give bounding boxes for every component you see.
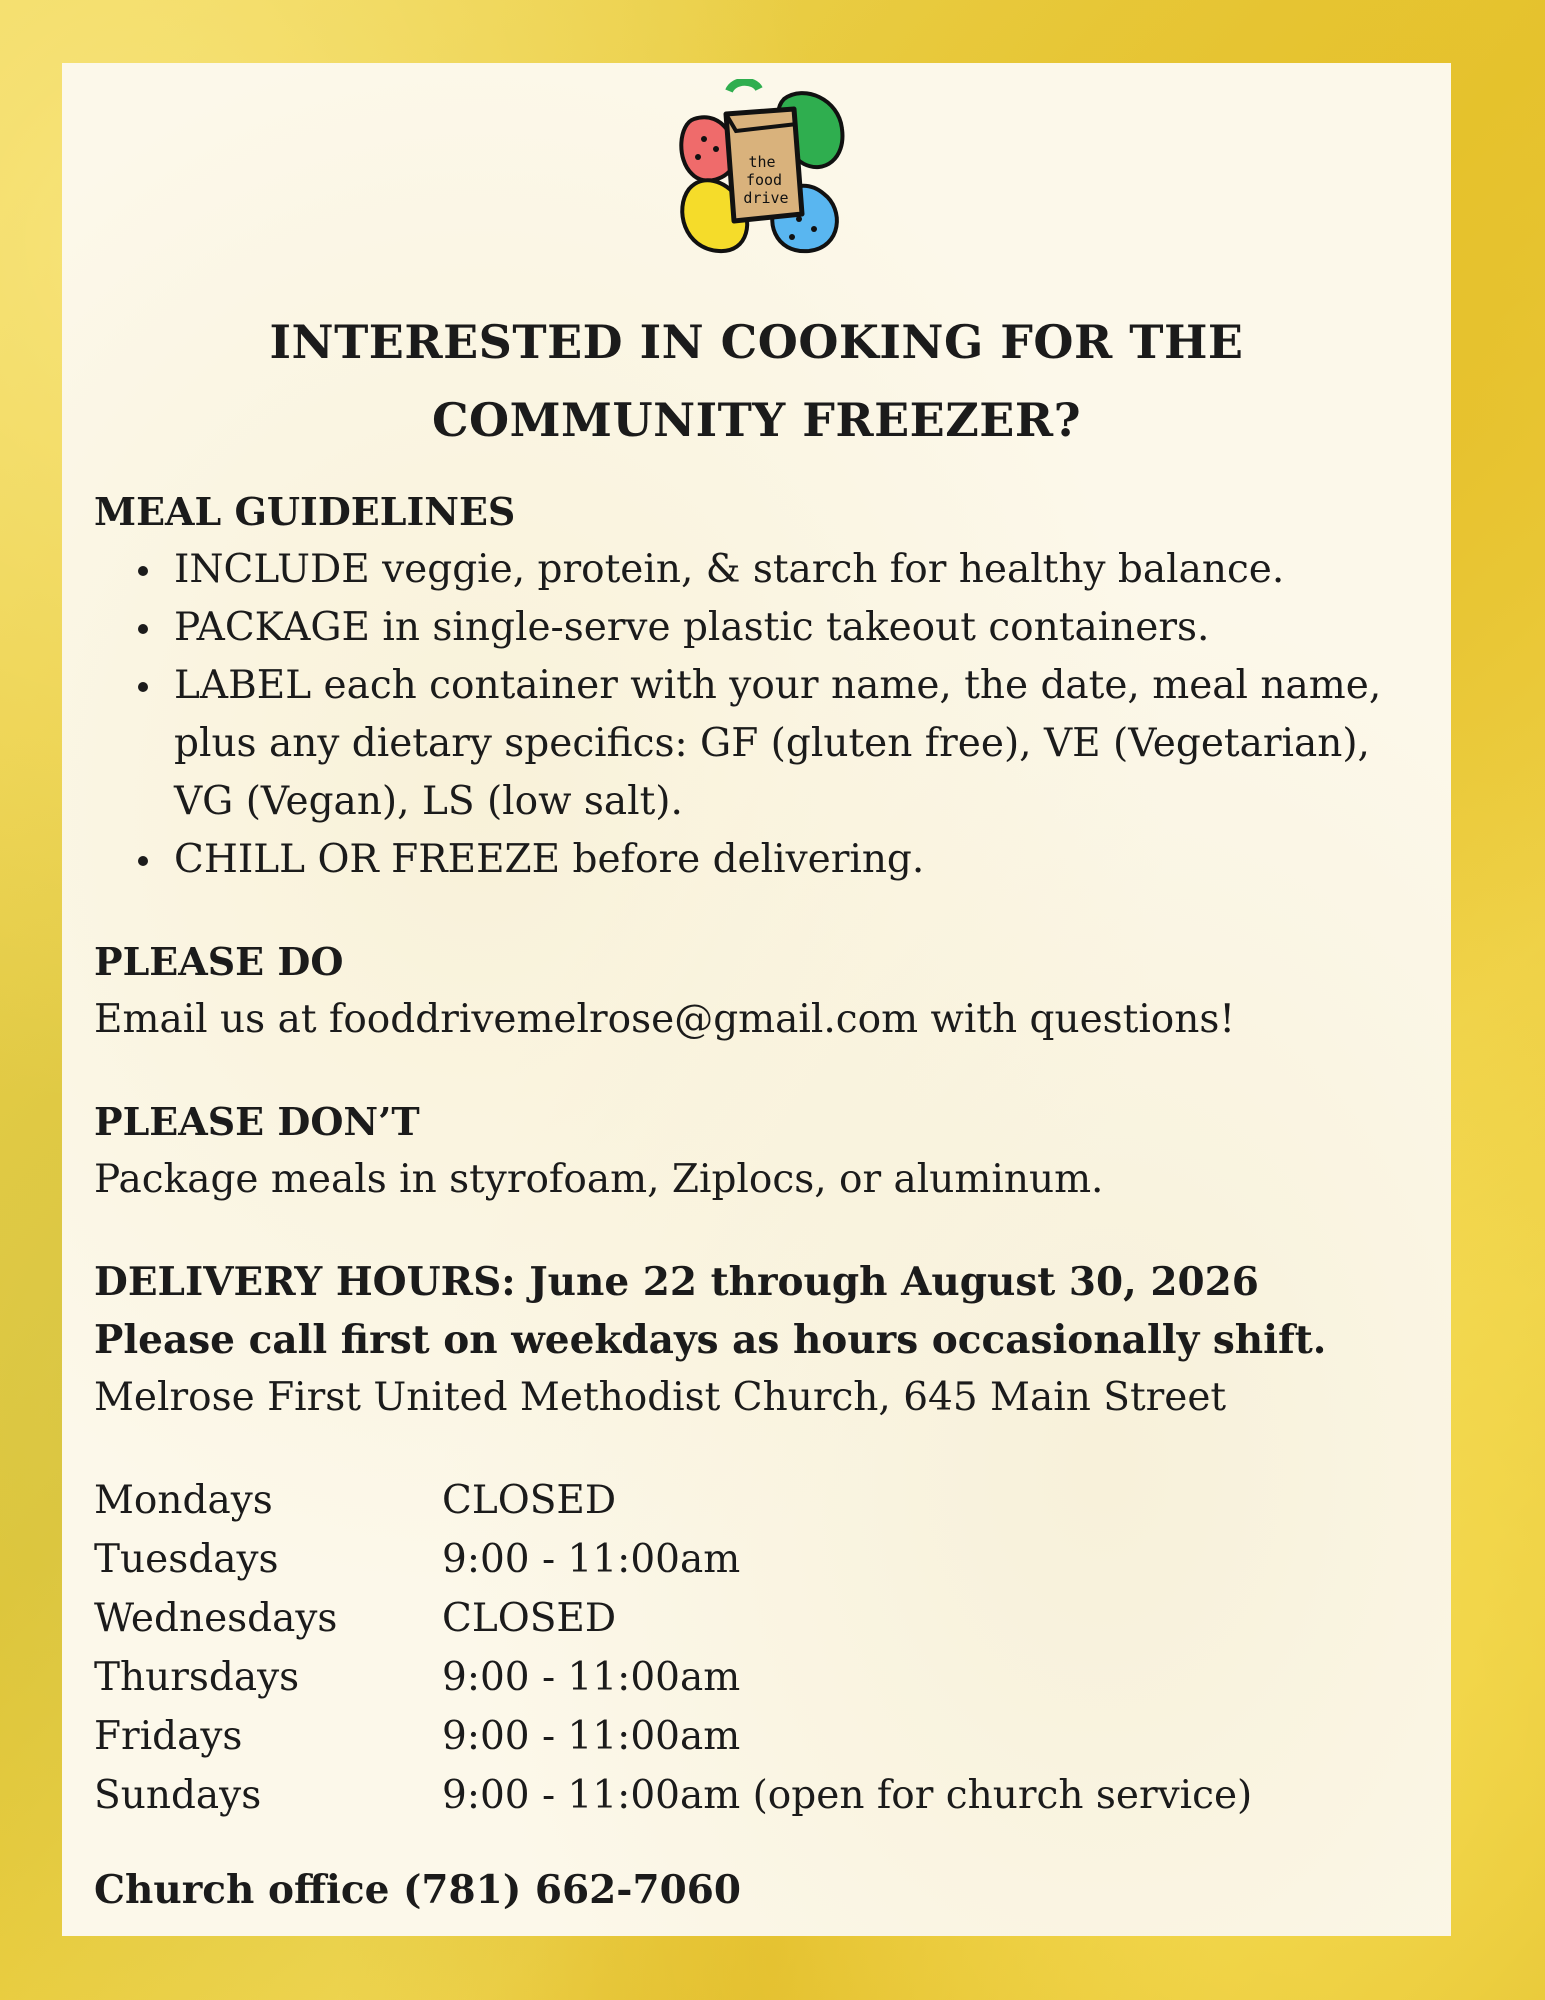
guideline-item: CHILL OR FREEZE before delivering. xyxy=(174,831,1424,889)
hours-day: Wednesdays xyxy=(94,1595,338,1641)
hours-day: Sundays xyxy=(94,1772,262,1818)
meal-guidelines-list xyxy=(94,541,1424,889)
please-do-text: Email us at fooddrivemelrose@gmail.com with questions! xyxy=(94,997,1236,1042)
delivery-note: Please call first on weekdays as hours occasionally shift. xyxy=(94,1317,1327,1363)
guideline-item: INCLUDE veggie, protein, & starch for healthy balance. xyxy=(174,541,1424,599)
hours-row xyxy=(94,1648,1424,1707)
please-do-section xyxy=(94,933,1424,1049)
food-drive-logo xyxy=(674,79,846,257)
logo-text-drive: drive xyxy=(743,189,789,207)
hours-day: Tuesdays xyxy=(94,1536,279,1582)
please-do-heading: PLEASE DO xyxy=(94,939,344,984)
please-dont-heading: PLEASE DON’T xyxy=(94,1099,420,1144)
page-title xyxy=(62,303,1451,459)
hours-row xyxy=(94,1707,1424,1766)
hours-time: 9:00 - 11:00am xyxy=(442,1654,741,1700)
hours-time: 9:00 - 11:00am xyxy=(442,1713,741,1759)
title-line-2: COMMUNITY FREEZER? xyxy=(431,393,1082,447)
guideline-item: PACKAGE in single-serve plastic takeout containers. xyxy=(174,599,1424,657)
hours-day: Fridays xyxy=(94,1713,243,1759)
hours-time: 9:00 - 11:00am (open for church service) xyxy=(442,1772,1253,1818)
hours-row xyxy=(94,1471,1424,1530)
hours-time: CLOSED xyxy=(442,1477,617,1523)
hours-row xyxy=(94,1589,1424,1648)
meal-guidelines-section xyxy=(94,483,1424,889)
hours-table xyxy=(94,1471,1424,1825)
hours-time: 9:00 - 11:00am xyxy=(442,1536,741,1582)
guideline-item: LABEL each container with your name, the date, meal name, plus any dietary specifics: GF (gluten free), VE (Vegetarian), VG (Vegan), LS (low salt). xyxy=(174,657,1424,831)
delivery-location: Melrose First United Methodist Church, 645 Main Street xyxy=(94,1375,1227,1420)
hours-time: CLOSED xyxy=(442,1595,617,1641)
meal-guidelines-heading: MEAL GUIDELINES xyxy=(94,489,516,534)
church-office-phone: Church office (781) 662-7060 xyxy=(94,1867,741,1913)
please-dont-text: Package meals in styrofoam, Ziplocs, or aluminum. xyxy=(94,1157,1104,1202)
logo-text-food: food xyxy=(745,171,783,189)
please-dont-section xyxy=(94,1093,1424,1209)
hours-day: Thursdays xyxy=(94,1654,300,1700)
flyer-content xyxy=(94,483,1424,1958)
delivery-section xyxy=(94,1253,1424,1427)
grocery-bag-logo-icon xyxy=(674,79,846,257)
hours-day: Mondays xyxy=(94,1477,273,1523)
flyer-panel xyxy=(62,63,1451,1936)
title-line-1: INTERESTED IN COOKING FOR THE xyxy=(269,315,1244,369)
delivery-hours-heading: DELIVERY HOURS: June 22 through August 30, 2026 xyxy=(94,1259,1259,1305)
hours-row xyxy=(94,1766,1424,1825)
logo-text-the: the xyxy=(748,153,776,171)
hours-row xyxy=(94,1530,1424,1589)
